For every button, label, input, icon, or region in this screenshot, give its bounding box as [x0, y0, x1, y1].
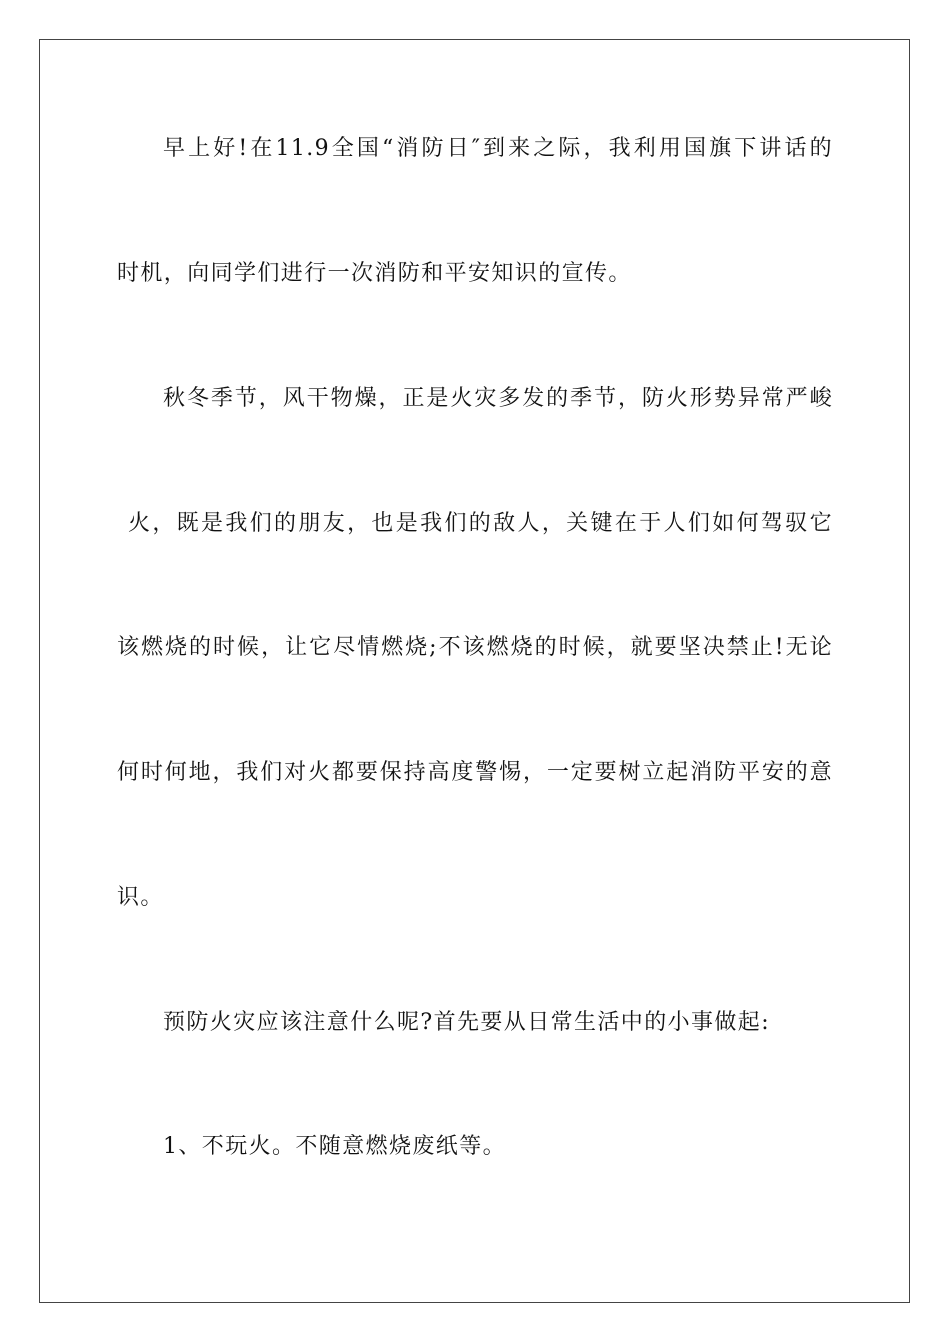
page-frame — [39, 39, 910, 1303]
paragraph-line: 识。 — [117, 885, 164, 910]
paragraph-line: 秋冬季节，风干物燥，正是火灾多发的季节，防火形势异常严峻 — [163, 386, 833, 411]
list-item: 1、不玩火。不随意燃烧废纸等。 — [163, 1134, 506, 1159]
paragraph-line: 何时何地，我们对火都要保持高度警惕，一定要树立起消防平安的意 — [117, 760, 833, 785]
paragraph-line: 该燃烧的时候，让它尽情燃烧;不该燃烧的时候，就要坚决禁止!无论 — [117, 635, 833, 660]
paragraph-line: 火，既是我们的朋友，也是我们的敌人，关键在于人们如何驾驭它 — [128, 511, 833, 536]
paragraph-line: 预防火灾应该注意什么呢?首先要从日常生活中的小事做起: — [163, 1010, 771, 1035]
paragraph-line: 时机，向同学们进行一次消防和平安知识的宣传。 — [117, 261, 632, 286]
paragraph-line: 早上好!在11.9全国“消防日″到来之际，我利用国旗下讲话的 — [163, 136, 833, 161]
